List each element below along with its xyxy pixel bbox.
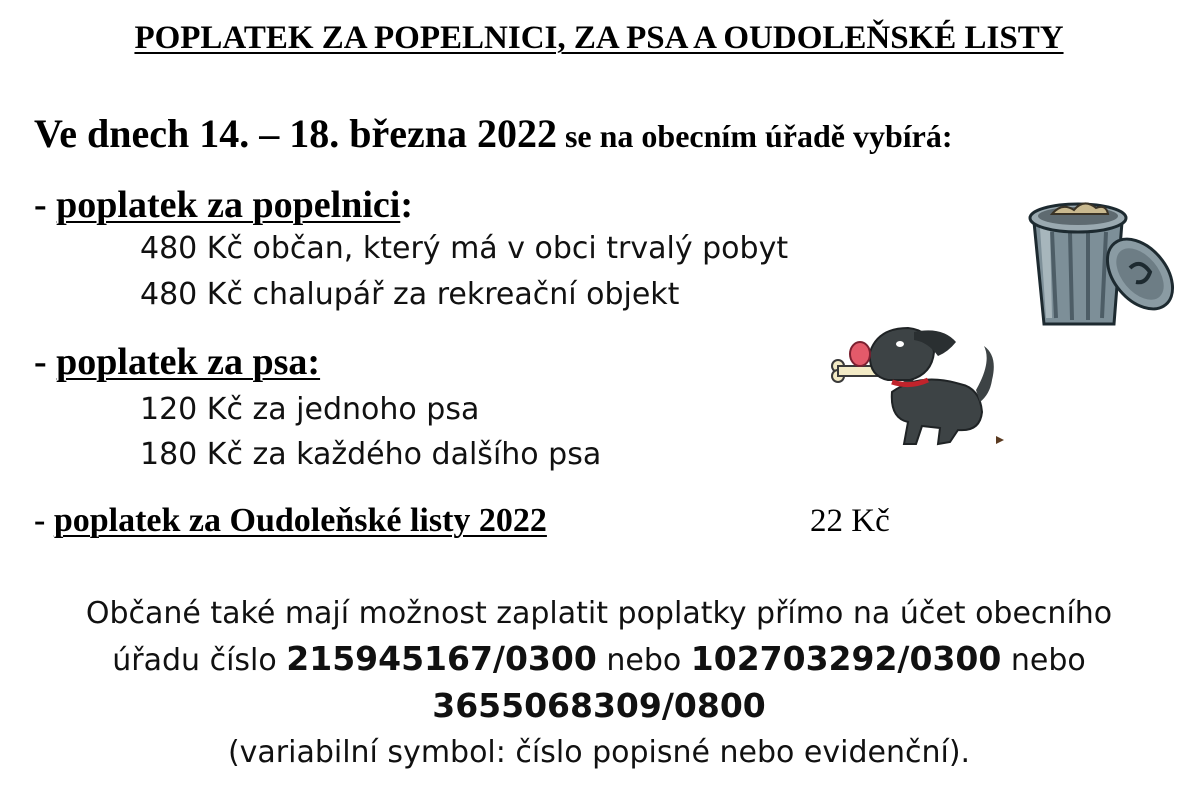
bullet-dash: - [34,184,57,226]
intro-line [34,110,953,157]
bullet-dash: - [34,341,57,383]
note-text: nebo [1001,643,1086,678]
pes-item-2: 180 Kč za každého dalšího psa [140,437,602,472]
heading-text: poplatek za Oudoleňské listy 2022 [53,502,547,539]
listy-price: 22 Kč [810,503,890,539]
heading-text: poplatek za psa: [56,341,321,383]
account-number-3: 3655068309/0800 [432,686,766,725]
heading-text: poplatek za popelnici [56,184,401,226]
trash-can-icon [1022,192,1172,332]
section-popelnice-heading [34,183,413,227]
note-text: nebo [596,643,691,678]
section-listy-heading [34,502,547,540]
note-line-3 [0,683,1198,730]
payment-note [0,591,1198,775]
account-number-2: 102703292/0300 [690,639,1002,678]
page-title: POPLATEK ZA POPELNICI, ZA PSA A OUDOLEŇSKÉ LISTY [134,20,1064,56]
intro-date: Ve dnech 14. – 18. března 2022 [34,111,557,156]
pes-item-1: 120 Kč za jednoho psa [140,392,480,427]
popelnice-item-1: 480 Kč občan, který má v obci trvalý pobyt [140,231,789,266]
popelnice-item-2: 480 Kč chalupář za rekreační objekt [140,277,680,312]
heading-colon: : [400,184,413,226]
note-line-4: (variabilní symbol: číslo popisné nebo evidenční). [227,735,971,770]
note-line-1: Občané také mají možnost zaplatit poplatky přímo na účet obecního [85,596,1113,631]
dog-icon [830,322,1010,452]
intro-suffix: se na obecním úřadě vybírá: [556,118,953,154]
account-number-1: 215945167/0300 [286,639,597,678]
bullet-dash: - [34,502,54,539]
note-text: úřadu číslo [112,643,287,678]
section-pes-heading [34,340,320,384]
note-line-2 [0,636,1198,683]
